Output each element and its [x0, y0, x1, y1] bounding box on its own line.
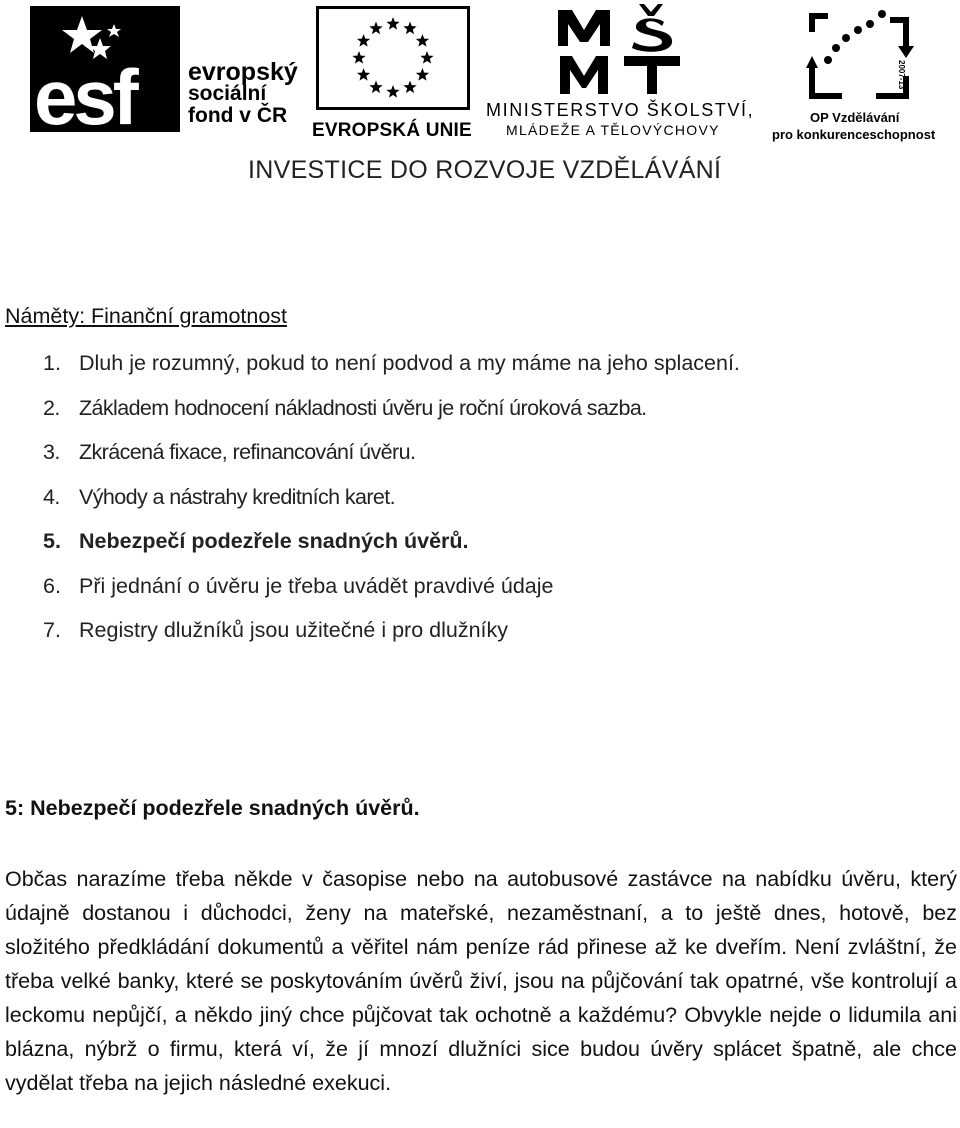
eu-star-icon: [352, 51, 365, 64]
eu-star-icon: [386, 85, 399, 98]
list-item-number: 5.: [43, 529, 61, 553]
section-title: 5: Nebezpečí podezřele snadných úvěrů.: [5, 796, 420, 820]
eu-star-icon: [369, 80, 382, 93]
op-line-2: pro konkurenceschopnost: [772, 127, 936, 142]
eu-star-icon: [416, 34, 429, 47]
list-item-text: Dluh je rozumný, pokud to není podvod a my máme na jeho splacení.: [79, 351, 740, 375]
esf-line-2: sociální: [188, 82, 267, 105]
list-item-text: Zkrácená fixace, refinancování úvěru.: [79, 440, 416, 464]
svg-text:esf: esf: [34, 53, 135, 132]
msmt-line-2: MLÁDEŽE A TĚLOVÝCHOVY: [506, 122, 720, 138]
msmt-line-1: MINISTERSTVO ŠKOLSTVÍ,: [486, 100, 755, 120]
logo-header: [0, 0, 960, 200]
list-item-text: Při jednání o úvěru je třeba uvádět pravdivé údaje: [79, 573, 554, 598]
esf-line-3: fond v ČR: [188, 104, 288, 127]
eu-star-icon: [357, 34, 370, 47]
esf-logo-mark: [30, 6, 180, 132]
eu-flag-icon: [316, 6, 470, 110]
list-item-number: 7.: [43, 618, 61, 642]
esf-logo: [30, 6, 302, 136]
list-item-text: Registry dlužníků jsou užitečné i pro dlužníky: [79, 618, 509, 642]
eu-star-icon: [357, 68, 370, 81]
body-paragraph: Občas narazíme třeba někde v časopise nebo na autobusové zastávce na nabídku úvěru, který údajně dostanou i důchodci, ženy na mateřské, nezaměstnaní, a to ještě dnes, hotově, bez složitého předkládání dokumentů a věřitel nám peníze rád přinese až ke dveřím. Není zvláštní, že třeba velké banky, které se poskytováním úvěrů živí, jsou na půjčování tak opatrné, vše kontrolují a leckomu nepůjčí, a někdo jiný chce půjčovat tak ochotně a každému? Obvykle nejde o lidumila ani blázna, nýbrž o firmu, která ví, že jí mnozí dlužníci sice budou úvěry splácet špatně, ale chce vydělat třeba na jejich následné exekuci.: [5, 867, 957, 1095]
list-item-text: Nebezpečí podezřele snadných úvěrů.: [79, 529, 469, 553]
eu-star-icon: [369, 22, 382, 35]
esf-line-1: evropský: [188, 58, 298, 86]
msmt-mark-icon: [552, 4, 688, 101]
list-item-number: 4.: [43, 484, 60, 509]
eu-star-icon: [386, 17, 399, 30]
op-years: 2007-13: [897, 60, 906, 90]
list-item-text: Základem hodnocení nákladnosti úvěru je roční úroková sazba.: [79, 395, 647, 420]
eu-star-icon: [403, 80, 416, 93]
op-logo: [770, 6, 950, 141]
investment-banner: INVESTICE DO ROZVOJE VZDĚLÁVÁNÍ: [248, 156, 722, 184]
eu-star-icon: [416, 68, 429, 81]
msmt-logo: [486, 4, 756, 139]
list-item-number: 2.: [43, 395, 60, 420]
topic-heading: Náměty: Finanční gramotnost: [5, 304, 288, 328]
list-item-number: 6.: [43, 573, 61, 598]
op-mark-icon: [806, 6, 916, 111]
list-item-number: 3.: [43, 440, 60, 464]
esf-logo-text: [188, 58, 298, 127]
eu-star-icon: [403, 22, 416, 35]
eu-star-icon: [420, 51, 433, 64]
op-line-1: OP Vzdělávání: [810, 110, 900, 125]
eu-label: EVROPSKÁ UNIE: [312, 120, 472, 141]
list-item-number: 1.: [43, 351, 61, 375]
eu-logo: [312, 6, 472, 141]
list-item-text: Výhody a nástrahy kreditních karet.: [79, 484, 396, 509]
